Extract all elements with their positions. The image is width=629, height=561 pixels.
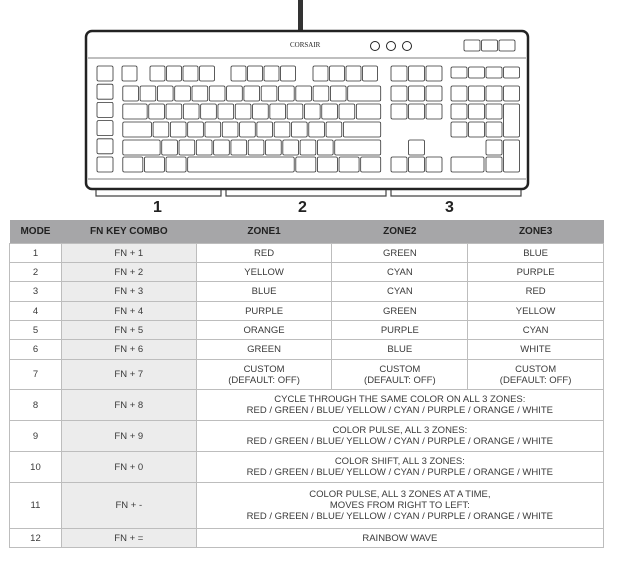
key (296, 86, 312, 101)
key (166, 157, 186, 172)
mode-cell: 8 (10, 390, 62, 421)
key (201, 104, 217, 119)
effect-line: CYCLE THROUGH THE SAME COLOR ON ALL 3 ZONES: (274, 394, 526, 405)
mode-cell: 5 (10, 321, 62, 340)
zone-label-2: 2 (298, 199, 307, 216)
key (363, 66, 378, 81)
zone3-cell: CYAN (468, 321, 604, 340)
key (150, 66, 165, 81)
color-sequence: RED / GREEN / BLUE/ YELLOW / CYAN / PURPLE / ORANGE / WHITE (246, 405, 554, 416)
key (188, 157, 295, 172)
key (162, 140, 178, 155)
key (205, 122, 221, 137)
fn-combo-cell: FN + 0 (61, 452, 196, 483)
zone2-cell (332, 360, 468, 390)
key (499, 40, 515, 51)
key (300, 140, 316, 155)
key (153, 122, 169, 137)
key (209, 86, 225, 101)
zone2-cell: CYAN (332, 263, 468, 282)
zone3-cell: RED (468, 282, 604, 302)
key (183, 104, 199, 119)
key (281, 66, 296, 81)
key (166, 104, 182, 119)
key (504, 104, 520, 137)
zone-label-3: 3 (445, 199, 454, 216)
key (409, 157, 425, 172)
table-row (10, 302, 604, 321)
key (123, 140, 160, 155)
key (409, 140, 425, 155)
key (270, 104, 286, 119)
key (426, 66, 442, 81)
key (122, 66, 137, 81)
table-row (10, 340, 604, 360)
zone1-cell: BLUE (196, 282, 332, 302)
zone-value: CUSTOM (515, 363, 557, 375)
key (409, 66, 425, 81)
fn-combo-cell: FN + - (61, 483, 196, 529)
table-row (10, 421, 604, 452)
key (356, 104, 380, 119)
key (97, 102, 113, 117)
key (469, 67, 485, 78)
key (170, 122, 186, 137)
table-row (10, 390, 604, 421)
key (248, 140, 264, 155)
key (287, 104, 303, 119)
zone1-cell: RED (196, 244, 332, 263)
key (486, 86, 502, 101)
key (486, 104, 502, 119)
key (304, 104, 320, 119)
color-sequence: RED / GREEN / BLUE/ YELLOW / CYAN / PURPLE / ORANGE / WHITE (246, 511, 554, 522)
key (504, 86, 520, 101)
key (343, 122, 380, 137)
effect-line: COLOR SHIFT, ALL 3 ZONES: (334, 456, 465, 467)
key (97, 66, 113, 81)
zone-default: (DEFAULT: OFF) (499, 374, 572, 386)
key (309, 122, 325, 137)
header-zone2: ZONE2 (332, 220, 468, 244)
zone1-cell: YELLOW (196, 263, 332, 282)
key (179, 140, 195, 155)
keyboard-illustration (0, 0, 629, 215)
table-row (10, 360, 604, 390)
mode-cell: 7 (10, 360, 62, 390)
mode-cell: 2 (10, 263, 62, 282)
key (322, 104, 338, 119)
mode-cell: 9 (10, 421, 62, 452)
key (451, 104, 467, 119)
key (313, 86, 329, 101)
key (296, 157, 316, 172)
key (231, 140, 247, 155)
zone3-cell: PURPLE (468, 263, 604, 282)
table-row (10, 483, 604, 529)
key (469, 122, 485, 137)
zone2-cell: BLUE (332, 340, 468, 360)
key (346, 66, 361, 81)
table-row (10, 529, 604, 548)
key (231, 66, 246, 81)
key (123, 104, 147, 119)
table-row (10, 321, 604, 340)
key (218, 104, 234, 119)
key (451, 86, 467, 101)
fn-combo-cell: FN + 1 (61, 244, 196, 263)
mode-cell: 6 (10, 340, 62, 360)
key (451, 67, 467, 78)
key (157, 86, 173, 101)
key (361, 157, 381, 172)
panel-button (403, 42, 412, 51)
header-zone3: ZONE3 (468, 220, 604, 244)
key (214, 140, 230, 155)
zone-brackets (96, 190, 521, 196)
fn-combo-cell: FN + 2 (61, 263, 196, 282)
table-row (10, 282, 604, 302)
key (317, 157, 337, 172)
key (409, 104, 425, 119)
key (140, 86, 156, 101)
key (313, 66, 328, 81)
key (266, 140, 282, 155)
key (248, 66, 263, 81)
fn-combo-cell: FN + 8 (61, 390, 196, 421)
table-row (10, 244, 604, 263)
key (426, 157, 442, 172)
key (391, 66, 407, 81)
mode-cell: 1 (10, 244, 62, 263)
key (291, 122, 307, 137)
key (175, 86, 191, 101)
panel-button (387, 42, 396, 51)
key (335, 140, 381, 155)
key (97, 84, 113, 99)
mode-cell: 10 (10, 452, 62, 483)
header-fn-combo: FN KEY COMBO (61, 220, 196, 244)
fn-combo-cell: FN + = (61, 529, 196, 548)
effect-line: COLOR PULSE, ALL 3 ZONES: (332, 425, 468, 436)
panel-button (371, 42, 380, 51)
zone3-cell: WHITE (468, 340, 604, 360)
key (183, 66, 198, 81)
mode-cell: 4 (10, 302, 62, 321)
effect-line: MOVES FROM RIGHT TO LEFT: (329, 500, 470, 511)
lighting-modes-table (9, 220, 604, 548)
zone1-cell: ORANGE (196, 321, 332, 340)
key (283, 140, 299, 155)
fn-combo-cell: FN + 3 (61, 282, 196, 302)
all-zones-cell (196, 421, 603, 452)
color-sequence: RED / GREEN / BLUE/ YELLOW / CYAN / PURPLE / ORANGE / WHITE (246, 436, 554, 447)
key (330, 66, 345, 81)
all-zones-cell (196, 390, 603, 421)
key (188, 122, 204, 137)
zone2-cell: PURPLE (332, 321, 468, 340)
key (253, 104, 269, 119)
zone-default: (DEFAULT: OFF) (364, 374, 436, 386)
all-zones-cell (196, 452, 603, 483)
effect-line: COLOR PULSE, ALL 3 ZONES AT A TIME, (309, 489, 491, 500)
key (469, 104, 485, 119)
key (330, 86, 346, 101)
key (123, 157, 143, 172)
key (244, 86, 260, 101)
fn-combo-cell: FN + 4 (61, 302, 196, 321)
all-zones-cell (196, 529, 603, 548)
key (486, 122, 502, 137)
key (97, 157, 113, 172)
zone3-cell (468, 360, 604, 390)
corsair-logo: CORSAIR (290, 41, 321, 49)
mode-cell: 11 (10, 483, 62, 529)
key (391, 104, 407, 119)
key (391, 86, 407, 101)
key (274, 122, 290, 137)
key (222, 122, 238, 137)
zone-value: CUSTOM (243, 363, 285, 375)
zone2-cell: GREEN (332, 244, 468, 263)
key (339, 104, 355, 119)
key (123, 86, 139, 101)
key (97, 139, 113, 154)
key (264, 66, 279, 81)
zone1-cell: GREEN (196, 340, 332, 360)
cable (298, 0, 303, 31)
key (391, 157, 407, 172)
key (451, 157, 484, 172)
key (486, 157, 502, 172)
key (464, 40, 480, 51)
header-zone1: ZONE1 (196, 220, 332, 244)
key (196, 140, 212, 155)
zone-value: CUSTOM (379, 363, 421, 375)
zone2-cell: GREEN (332, 302, 468, 321)
key (486, 67, 502, 78)
key (504, 140, 520, 172)
fn-combo-cell: FN + 9 (61, 421, 196, 452)
zone3-cell: BLUE (468, 244, 604, 263)
key (317, 140, 333, 155)
key (409, 86, 425, 101)
table-row (10, 452, 604, 483)
zone2-cell: CYAN (332, 282, 468, 302)
key (451, 122, 467, 137)
key (257, 122, 273, 137)
effect-line: RAINBOW WAVE (362, 532, 438, 544)
key (326, 122, 342, 137)
key (144, 157, 164, 172)
key (149, 104, 165, 119)
fn-combo-cell: FN + 7 (61, 360, 196, 390)
zone1-cell (196, 360, 332, 390)
key (486, 140, 502, 155)
table-row (10, 263, 604, 282)
key (123, 122, 152, 137)
key (167, 66, 182, 81)
fn-combo-cell: FN + 5 (61, 321, 196, 340)
key (192, 86, 208, 101)
mode-cell: 3 (10, 282, 62, 302)
mode-cell: 12 (10, 529, 62, 548)
header-mode: MODE (10, 220, 62, 244)
key (348, 86, 381, 101)
key (504, 67, 520, 78)
key (227, 86, 243, 101)
zone3-cell: YELLOW (468, 302, 604, 321)
key (97, 121, 113, 136)
key (469, 86, 485, 101)
key (279, 86, 295, 101)
key (482, 40, 498, 51)
key (339, 157, 359, 172)
color-sequence: RED / GREEN / BLUE/ YELLOW / CYAN / PURPLE / ORANGE / WHITE (246, 467, 554, 478)
zone1-cell: PURPLE (196, 302, 332, 321)
key (235, 104, 251, 119)
key (200, 66, 215, 81)
all-zones-cell (196, 483, 603, 529)
zone-default: (DEFAULT: OFF) (228, 374, 300, 386)
key (426, 86, 442, 101)
key (426, 104, 442, 119)
zone-label-1: 1 (153, 199, 162, 216)
key (240, 122, 256, 137)
fn-combo-cell: FN + 6 (61, 340, 196, 360)
key (261, 86, 277, 101)
